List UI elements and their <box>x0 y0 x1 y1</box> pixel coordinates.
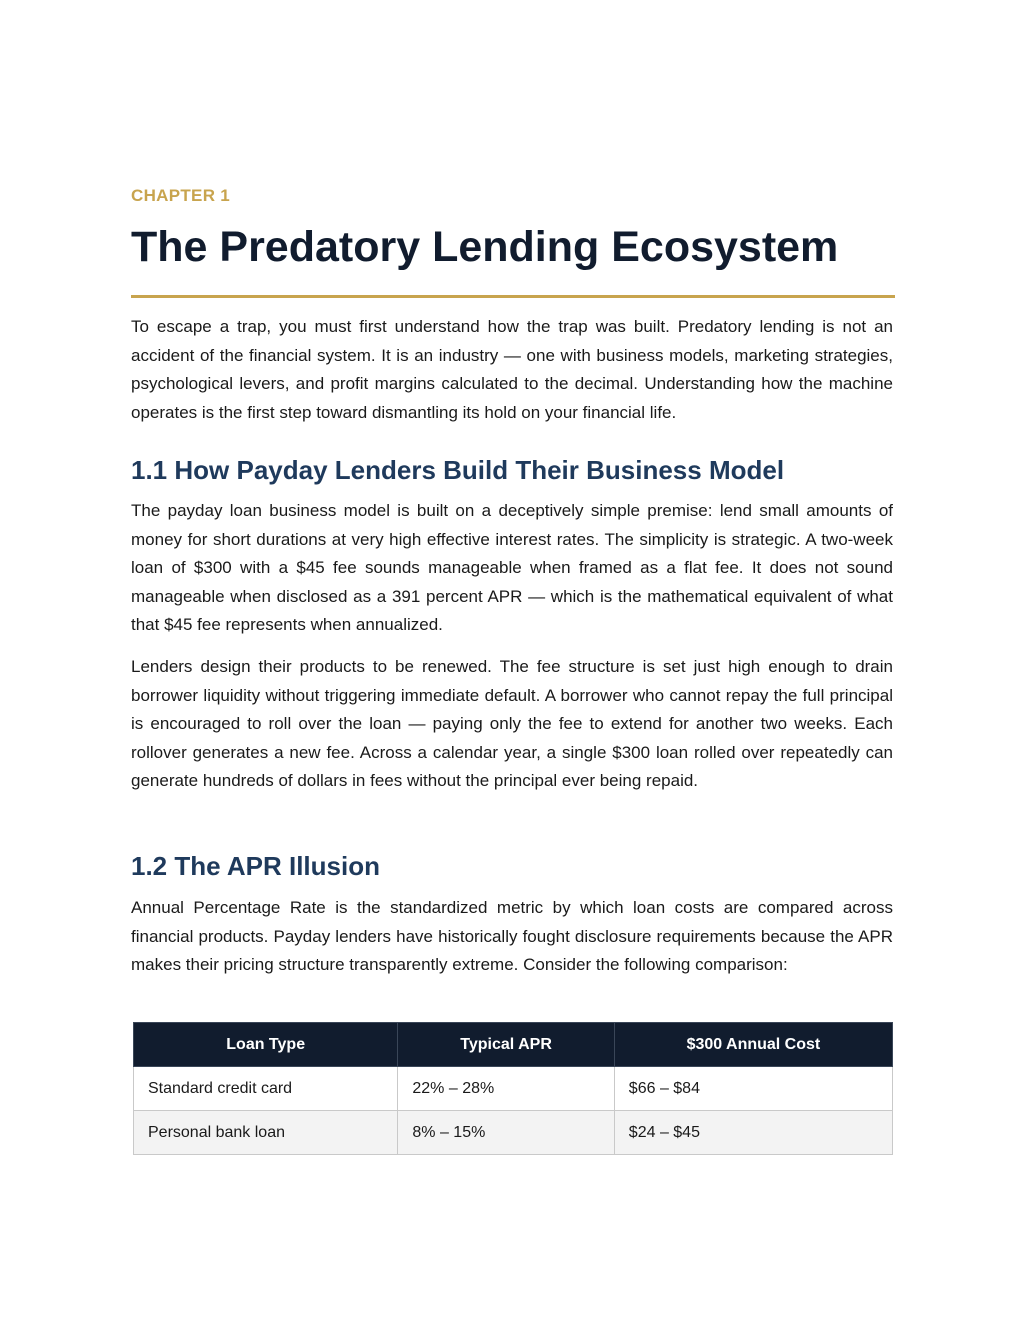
table-header-cell: Loan Type <box>134 1023 398 1067</box>
table-cell: 22% – 28% <box>398 1067 614 1111</box>
loan-comparison-table <box>133 1022 893 1155</box>
chapter-title: The Predatory Lending Ecosystem <box>131 223 839 271</box>
table-header-cell: Typical APR <box>398 1023 614 1067</box>
section-heading-1-1: 1.1 How Payday Lenders Build Their Business Model <box>131 455 785 485</box>
table-cell: $66 – $84 <box>614 1067 892 1111</box>
section-1-2-paragraph-1: Annual Percentage Rate is the standardized metric by which loan costs are compared across financial products. Payday lenders have historically fought disclosure requirements because the APR makes their pricing structure transparently extreme. Consider the following comparison: <box>131 898 893 974</box>
table-cell: Personal bank loan <box>134 1111 398 1155</box>
table-row <box>134 1067 893 1111</box>
table-header-cell: $300 Annual Cost <box>614 1023 892 1067</box>
section-1-1-paragraph-1: The payday loan business model is built on a deceptively simple premise: lend small amounts of money for short durations at very high effective interest rates. The simplicity is strategic. A two-week loan of $300 with a $45 fee sounds manageable when framed as a flat fee. It does not sound manageable when disclosed as a 391 percent APR — which is the mathematical equivalent of what that $45 fee represents when annualized. <box>131 501 893 634</box>
section-heading-1-2: 1.2 The APR Illusion <box>131 851 380 881</box>
title-divider <box>131 295 895 298</box>
chapter-label: CHAPTER 1 <box>131 186 231 205</box>
intro-paragraph: To escape a trap, you must first understand how the trap was built. Predatory lending is not an accident of the financial system. It is an industry — one with business models, marketing strategies, psychological levers, and profit margins calculated to the decimal. Understanding how the machine operates is the first step toward dismantling its hold on your financial life. <box>131 317 893 422</box>
table-cell: $24 – $45 <box>614 1111 892 1155</box>
table-header-row <box>134 1023 893 1067</box>
table-cell: 8% – 15% <box>398 1111 614 1155</box>
section-1-1-paragraph-2: Lenders design their products to be renewed. The fee structure is set just high enough to drain borrower liquidity without triggering immediate default. A borrower who cannot repay the full principal is encouraged to roll over the loan — paying only the fee to extend for another two weeks. Each rollover generates a new fee. Across a calendar year, a single $300 loan rolled over repeatedly can generate hundreds of dollars in fees without the principal ever being repaid. <box>131 657 893 790</box>
table-cell: Standard credit card <box>134 1067 398 1111</box>
table-row <box>134 1111 893 1155</box>
